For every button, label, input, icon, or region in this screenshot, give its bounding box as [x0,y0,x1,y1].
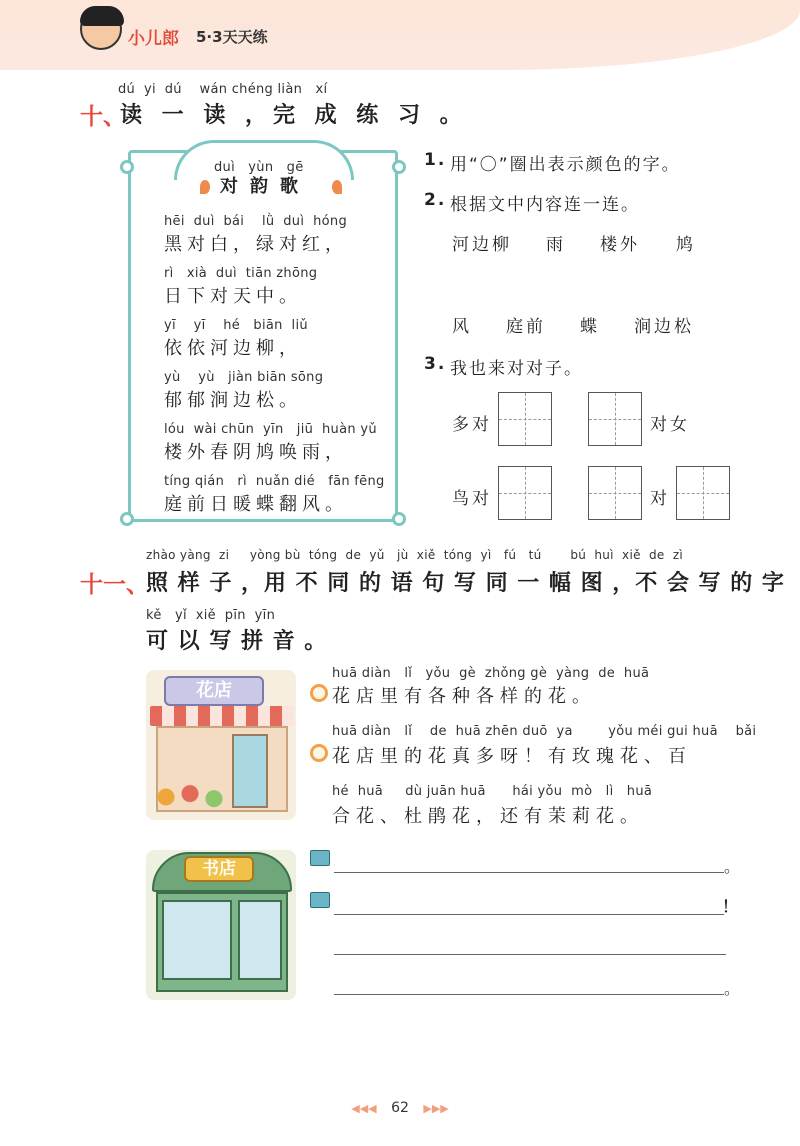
q3-text: 我也来对对子。 [450,359,583,379]
example2-text: 花店里的花真多呀！有玫瑰花、百 [332,746,692,767]
section10-number: 十、 [80,104,126,130]
q1-text: 用“〇”圈出表示颜色的字。 [450,155,681,175]
poem-title: 对韵歌 [220,176,310,197]
flower-pots [150,780,230,814]
example3-text: 合花、杜鹃花，还有茉莉花。 [332,806,644,827]
writing-box[interactable] [498,466,552,520]
match-top-3[interactable]: 楼外 [600,235,640,255]
example3-pinyin: hé huā dù juān huā hái yǒu mò lì huā [332,784,653,799]
answer-line[interactable] [334,914,724,915]
poem-line6: 庭前日暖蝶翻风。 [164,494,348,515]
poem-line2: 日下对天中。 [164,286,302,307]
section10-title: 读 一 读 ，完 成 练 习 。 [120,103,468,128]
q2-text: 根据文中内容连一连。 [450,195,640,215]
section11-title-2: 可 以 写 拼 音 。 [146,629,328,654]
q1-number: 1. [424,150,447,170]
answer-line4-end: 。 [724,979,741,998]
writing-box[interactable] [498,392,552,446]
match-bottom-3[interactable]: 蝶 [580,317,600,337]
shop-awning [150,706,294,726]
poem-line5-pinyin: lóu wài chūn yīn jiū huàn yǔ [164,422,377,437]
brand-name: 小儿郎 [128,29,179,49]
answer-line[interactable] [334,994,724,995]
match-bottom-4[interactable]: 涧边松 [634,317,694,337]
flower-bullet-icon [310,744,328,762]
poem-line1-pinyin: hēi duì bái lǜ duì hóng [164,214,348,229]
match-bottom-2[interactable]: 庭前 [506,317,546,337]
shop-door [232,734,268,808]
poem-title-pinyin: duì yùn gē [214,160,304,175]
section11-number: 十一、 [80,572,149,598]
answer-line[interactable] [334,954,726,955]
match-top-1[interactable]: 河边柳 [452,235,512,255]
footer-left-arrows: ◀◀◀ [351,1102,377,1115]
section11-pinyin-2: kě yǐ xiě pīn yīn [146,608,276,623]
page-number: 62 [391,1100,409,1116]
book-bullet-icon [310,850,330,866]
poem-line2-pinyin: rì xià duì tiān zhōng [164,266,318,281]
writing-box[interactable] [676,466,730,520]
leaf-icon-right [332,180,342,194]
answer-line1-end: 。 [724,857,741,876]
example2-pinyin: huā diàn lǐ de huā zhēn duō ya yǒu méi gui huā bǎi [332,724,757,739]
poem-line4: 郁郁涧边松。 [164,390,302,411]
example1-pinyin: huā diàn lǐ yǒu gè zhǒng gè yàng de huā [332,666,650,681]
writing-box[interactable] [588,466,642,520]
flower-shop-sign: 花店 [164,676,264,706]
board-post-tl [120,160,134,174]
footer-right-arrows: ▶▶▶ [423,1102,449,1115]
poem-line5: 楼外春阴鸠唤雨， [164,442,348,463]
couplet-row2-mid: 对 [650,489,670,509]
series-name: 5·3天天练 [196,28,268,46]
example1-text: 花店里有各种各样的花。 [332,686,596,707]
poem-line1: 黑对白，绿对红， [164,234,348,255]
section11-pinyin-1: zhào yàng zi yòng bù tóng de yǔ jù xiě tóng yì fú tú bú huì xiě de zì [146,548,684,562]
couplet-row2-left: 鸟对 [452,489,492,509]
book-shop-sign: 书店 [184,856,254,882]
poem-line4-pinyin: yù yù jiàn biān sōng [164,370,324,385]
board-post-tr [392,160,406,174]
couplet-row1-left: 多对 [452,415,492,435]
page-footer [340,1100,460,1116]
match-top-4[interactable]: 鸠 [676,235,696,255]
section10-pinyin: dú yi dú wán chéng liàn xí [118,82,328,97]
match-top-2[interactable]: 雨 [546,235,566,255]
poem-line3: 依依河边柳， [164,338,302,359]
flower-bullet-icon [310,684,328,702]
poem-line3-pinyin: yī yī hé biān liǔ [164,318,308,333]
couplet-row1-right: 对女 [650,415,690,435]
shop-window [162,900,232,980]
shop-window [238,900,282,980]
answer-line[interactable] [334,872,724,873]
q3-number: 3. [424,354,447,374]
book-bullet-icon [310,892,330,908]
match-bottom-1[interactable]: 风 [452,317,472,337]
poem-line6-pinyin: tíng qián rì nuǎn dié fān fēng [164,474,385,489]
q2-number: 2. [424,190,447,210]
board-post-br [392,512,406,526]
section11-title-1: 照 样 子 ，用 不 同 的 语 句 写 同 一 幅 图 ，不 会 写 的 字 [146,571,785,596]
writing-box[interactable] [588,392,642,446]
board-post-bl [120,512,134,526]
answer-line2-end: ！ [722,897,739,916]
mascot-avatar [80,8,122,50]
